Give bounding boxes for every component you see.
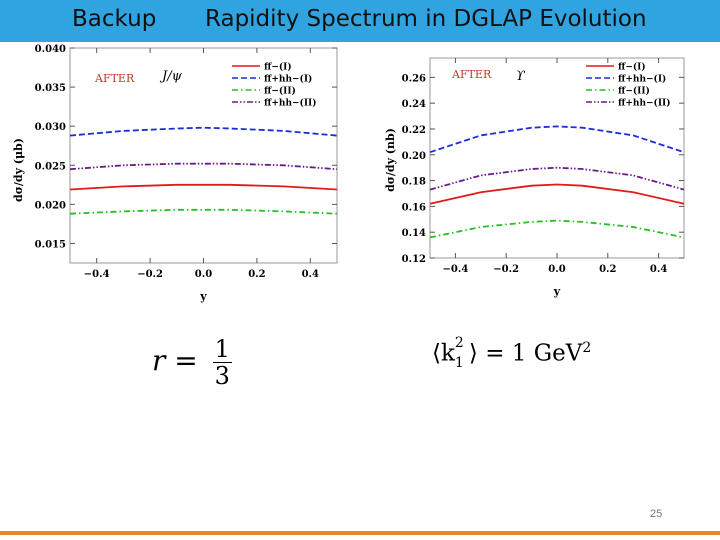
chart1-x-tick-label: 0.4: [301, 269, 320, 280]
formula-r-fraction: [213, 336, 232, 389]
formula-k-unit-sup: 2: [582, 340, 592, 356]
chart2-y-tick-label: 0.18: [401, 176, 426, 188]
chart2-y-tick-label: 0.24: [401, 99, 426, 111]
footer-line: [0, 531, 720, 535]
chart1-x-tick-label: 0.2: [248, 269, 266, 280]
chart2-x-axis-label: y: [553, 285, 561, 298]
chart1-tag-label: AFTER: [95, 72, 135, 85]
chart1-legend-label: ff+hh−(II): [264, 98, 317, 109]
chart2-y-tick-label: 0.14: [401, 228, 426, 240]
chart2-x-tick-label: 0.0: [548, 264, 566, 275]
chart2-y-axis-label: dσ/dy (nb): [384, 128, 397, 192]
formula-k-sub: 1: [454, 354, 464, 371]
chart1-x-tick-label: −0.4: [83, 269, 110, 280]
chart2-legend-label: ff−(II): [618, 86, 650, 97]
formula-r-lhs: r =: [152, 344, 198, 377]
chart1-x-axis-label: y: [200, 290, 207, 303]
formula-k: [432, 334, 592, 371]
chart2-legend-label: ff+hh−(I): [618, 74, 667, 85]
chart1-y-tick-label: 0.020: [34, 200, 66, 212]
chart2-y-tick-label: 0.20: [401, 150, 426, 162]
formula-k-sup: 2: [454, 334, 464, 351]
page-number: 25: [650, 508, 663, 520]
chart1-x-tick-label: 0.0: [194, 269, 213, 280]
formula-k-rhs: ⟩ = 1 GeV: [468, 340, 583, 367]
chart2-y-tick-label: 0.22: [401, 124, 426, 136]
chart1-y-axis-label: dσ/dy (μb): [12, 138, 25, 202]
chart1-legend-label: ff−(I): [264, 62, 292, 73]
chart2-x-tick-label: −0.2: [493, 264, 520, 275]
chart1-y-tick-label: 0.040: [34, 44, 66, 55]
formula-r-denominator: 3: [214, 362, 230, 390]
chart2-particle-label: ϒ: [516, 69, 525, 84]
chart2-tag-label: AFTER: [452, 68, 492, 81]
chart1-y-tick-label: 0.015: [34, 239, 66, 251]
chart1-legend-label: ff+hh−(I): [264, 74, 313, 85]
chart2-y-tick-label: 0.12: [401, 254, 426, 265]
chart1-y-tick-label: 0.025: [34, 161, 66, 173]
section-label: Backup: [72, 6, 157, 32]
chart1-legend-label: ff−(II): [264, 86, 296, 97]
chart1-x-tick-label: −0.2: [137, 269, 163, 280]
formula-r: [152, 336, 232, 389]
chart1-particle-label: J/ψ: [162, 69, 182, 84]
formula-k-lhs: ⟨k: [432, 340, 455, 367]
chart2-x-tick-label: 0.2: [599, 264, 617, 275]
formula-r-numerator: 1: [214, 335, 230, 363]
chart1-y-tick-label: 0.035: [34, 83, 66, 95]
chart2-y-tick-label: 0.26: [401, 73, 426, 85]
chart2-x-tick-label: −0.4: [442, 264, 469, 275]
chart2-x-tick-label: 0.4: [649, 264, 668, 275]
chart2-y-tick-label: 0.16: [401, 202, 426, 214]
chart1-y-tick-label: 0.030: [34, 122, 66, 134]
slide-title: Rapidity Spectrum in DGLAP Evolution: [205, 6, 647, 32]
chart2-legend-label: ff+hh−(II): [618, 98, 671, 109]
chart2-legend-label: ff−(I): [618, 62, 646, 73]
